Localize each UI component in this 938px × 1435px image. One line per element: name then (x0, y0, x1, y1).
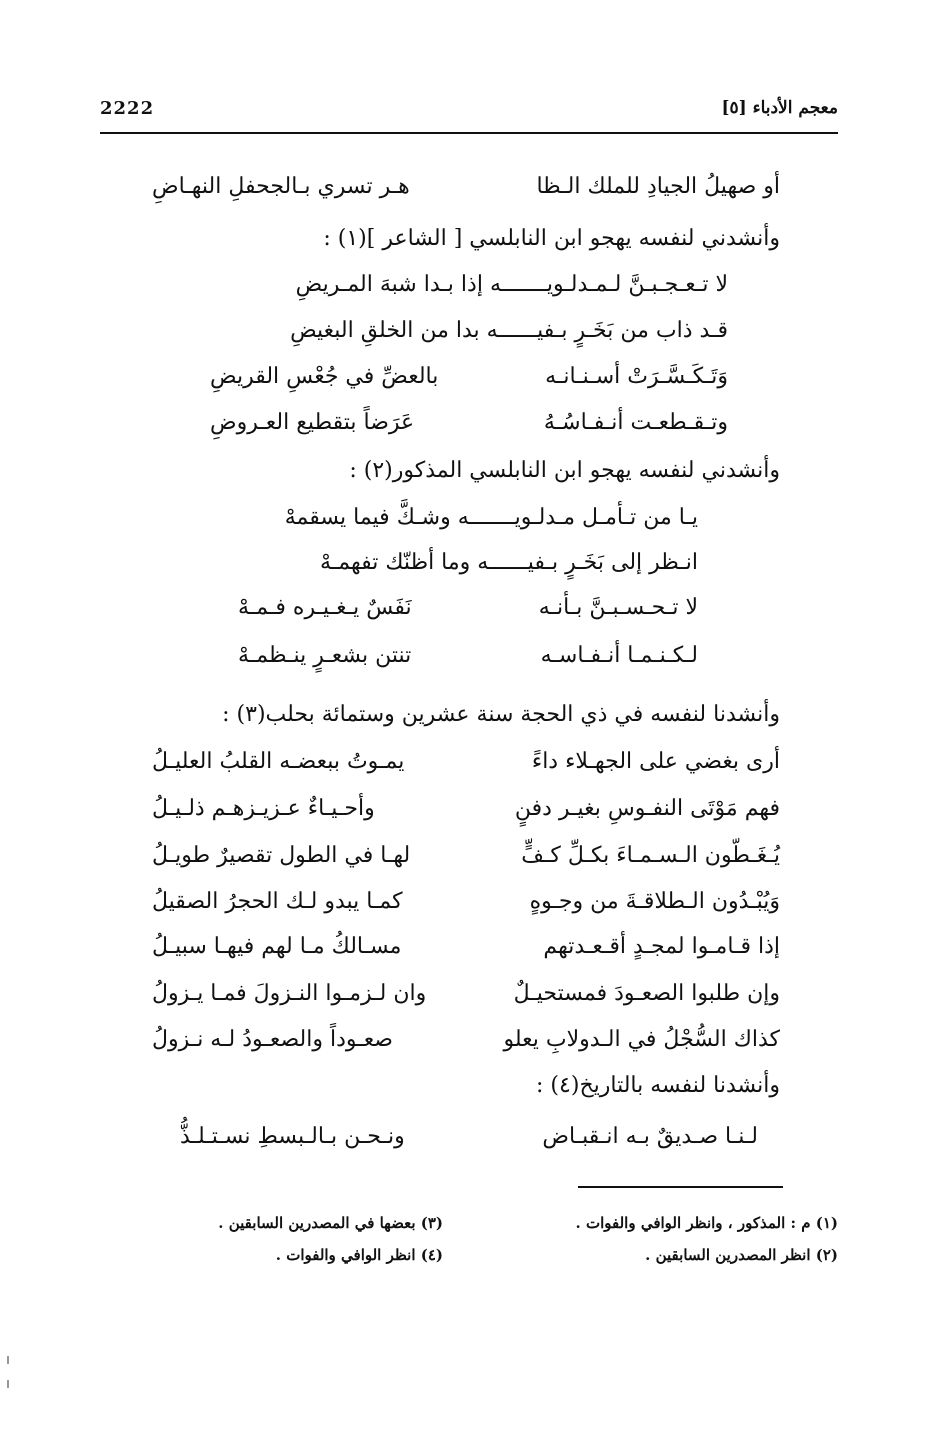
footnote: (٢) انظر المصدرين السابقين . (645, 1246, 838, 1264)
poem-intro: وأنشدنا لنفسه في ذي الحجة سنة عشرين وستمائة بحلب(٣) : (222, 702, 780, 727)
verse-second-hemistich: عَرَضاً بتقطيع العـروضِ (210, 410, 415, 435)
verse-first-hemistich: أرى بغضي على الجهـلاء داءً (531, 749, 780, 774)
footnote: (١) م : المذكور ، وانظر الوافي والفوات . (575, 1214, 838, 1232)
header-rule (100, 132, 838, 134)
verse-line: لا تـعـجـبـنَّ لـمـدلـويـــــــه إذا بـدا شبهَ المـريضِ (295, 272, 728, 297)
verse-second-hemistich: مسـالكُ مـا لهم فيهـا سبيـلُ (152, 934, 402, 959)
verse-first-hemistich: فهم مَوْتَى النفـوسِ بغيـر دفنٍ (514, 796, 780, 821)
verse-first-hemistich: لـنـا صـديقٌ بـه انـقبـاض (542, 1124, 758, 1149)
verse-first-hemistich: وتـقـطعـت أنـفـاسُـهُ (543, 410, 728, 435)
verse-second-hemistich: كمـا يبدو لـك الحجرُ الصقيلُ (152, 889, 403, 914)
footnote: (٤) انظر الوافي والفوات . (275, 1246, 443, 1264)
verse-second-hemistich: هـر تسري بـالجحفلِ النهـاضِ (152, 174, 410, 199)
scan-edge-mark (7, 1356, 9, 1364)
poem-intro: وأنشدني لنفسه يهجو ابن النابلسي [ الشاعر ](١) : (323, 226, 780, 251)
verse-first-hemistich: وإن طلبوا الصعـودَ فمستحيـلٌ (513, 981, 780, 1006)
verse-first-hemistich: لـكـنـمـا أنـفـاسـه (540, 643, 698, 668)
verse-line: قـد ذاب من بَخَـرٍ بـفيــــــه بدا من الخلقِ البغيضِ (290, 318, 728, 343)
verse-second-hemistich: بالعضِّ في جُعْسِ القريضِ (210, 364, 439, 389)
page-header (100, 98, 838, 128)
footnote: (٣) بعضها في المصدرين السابقين . (218, 1214, 443, 1232)
verse-line: يـا من تـأمـل مـدلـويـــــــه وشـكَّ فيما يسقمهْ (284, 505, 698, 530)
verse-first-hemistich: لا تـحـسـبـنَّ بـأنـه (538, 595, 698, 620)
verse-second-hemistich: وان لـزمـوا النـزولَ فمـا يـزولُ (152, 981, 427, 1006)
verse-second-hemistich: وأحـيـاءٌ عـزيـزهـم ذلـيـلُ (152, 796, 375, 821)
poem-intro: وأنشدني لنفسه يهجو ابن النابلسي المذكور(٢) : (349, 458, 780, 483)
verse-first-hemistich: يُـغَـطّون الـسـمـاءَ بكـلِّ كـفٍّ (521, 843, 780, 868)
verse-second-hemistich: لهـا في الطول تقصيرٌ طويـلُ (152, 843, 411, 868)
page-number: 2222 (100, 98, 155, 119)
poem-intro: وأنشدنا لنفسه بالتاريخ(٤) : (536, 1073, 780, 1098)
verse-second-hemistich: نَفَسٌ يـغـيـره فـمـهْ (238, 595, 412, 620)
verse-second-hemistich: تنتن بشعـرٍ ينـظمـهْ (238, 643, 412, 668)
verse-line: انـظر إلى بَخَـرٍ بـفيــــــه وما أظنّك تفهمـهْ (320, 550, 698, 575)
verse-first-hemistich: أو صهيلُ الجيادِ للملك الـظا (536, 174, 780, 199)
verse-second-hemistich: يمـوتُ ببعضـه القلبُ العليـلُ (152, 749, 405, 774)
scan-edge-mark (7, 1380, 9, 1388)
verse-first-hemistich: وَتَـكَـسَّـرَتْ أسـنـانـه (545, 364, 728, 389)
verse-first-hemistich: كذاك السُّجْلُ في الـدولابِ يعلو (503, 1027, 780, 1052)
verse-second-hemistich: ونـحـن بـالـبسطِ نسـتـلـذُّ (180, 1124, 405, 1149)
footnote-rule (578, 1186, 783, 1188)
verse-first-hemistich: إذا قـامـوا لمجـدٍ أقـعـدتهم (543, 934, 780, 959)
book-title: معجم الأدباء [٥] (721, 98, 838, 118)
verse-second-hemistich: صعـوداً والصعـودُ لـه نـزولُ (152, 1027, 393, 1052)
verse-first-hemistich: وَيُبْـدُون الـطلاقـةَ من وجـوهٍ (529, 889, 780, 914)
